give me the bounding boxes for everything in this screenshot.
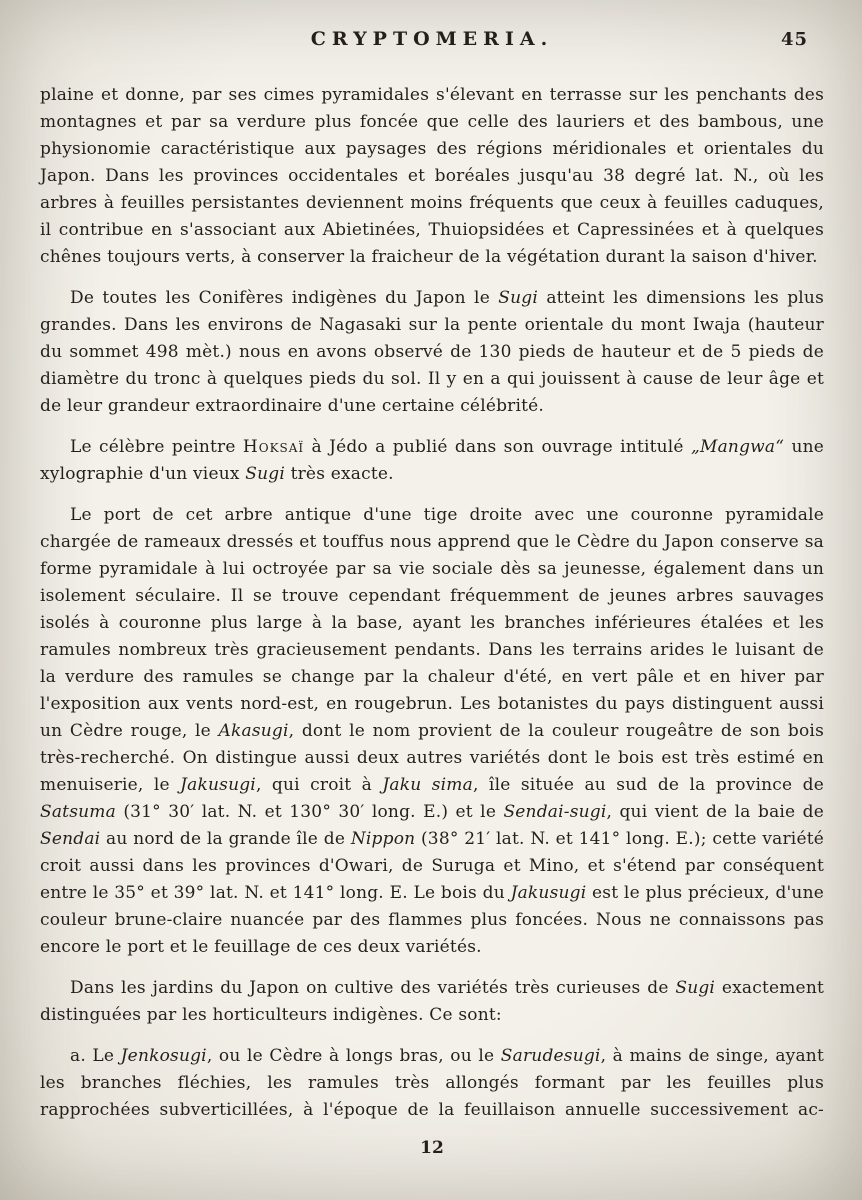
page-footer (40, 1138, 824, 1158)
emphasized-term: Nippon (350, 829, 416, 849)
emphasized-term: Sugi (498, 288, 538, 308)
text-run: au nord de la grande île de (100, 829, 351, 849)
page-header (40, 28, 824, 58)
emphasized-term: Jakusugi (180, 775, 256, 795)
emphasized-term: Sugi (245, 464, 285, 484)
text-run: à Jédo a publié dans son ouvrage intitulé (304, 437, 691, 457)
paragraph-2 (40, 285, 824, 420)
text-run: Dans les jardins du Japon on cultive des variétés très curieuses de (70, 978, 676, 998)
text-run: , à mains de singe, ayant les branches fléchies, les ramules très allongés formant par les feuilles plus rapprochées subverticillées, à l'époque de la feuillaison annuelle successivement ac- (40, 1046, 824, 1120)
text-run: une xylographie d'un vieux (40, 437, 824, 484)
paragraph-5 (40, 975, 824, 1029)
text-run: plaine et donne, par ses cimes pyramidales s'élevant en terrasse sur les penchants des montagnes et par sa verdure plus foncée que celle des lauriers et des bambous, une physionomie caractéristique aux paysages des régions méridionales et orientales du Japon. Dans les provinces occidentales et boréales jusqu'au 38 degré lat. N., où les arbres à feuilles persistantes deviennent moins fréquents que ceux à feuilles caduques, il contribue en s'associant aux Abietinées, Thuiopsidées et Capressinées et à quelques chênes toujours verts, à conserver la fraicheur de la végétation durant la saison d'hiver. (40, 85, 824, 267)
paragraph-4 (40, 502, 824, 961)
emphasized-term: Akasugi (218, 721, 289, 741)
text-run: très exacte. (284, 464, 394, 484)
emphasized-term: Jaku sima (382, 775, 473, 795)
emphasized-term: Jakusugi (510, 883, 587, 903)
text-run: Le célèbre peintre (70, 437, 243, 457)
text-run: a. Le (70, 1046, 121, 1066)
emphasized-term: Hoksaï (242, 437, 305, 457)
emphasized-term: Satsuma (40, 802, 116, 822)
page-number-top: 45 (780, 29, 808, 50)
text-run: De toutes les Conifères indigènes du Japon le (70, 288, 499, 308)
emphasized-term: Sarudesugi (500, 1046, 601, 1066)
text-run: , île située au sud de la province de (472, 775, 824, 795)
emphasized-term: Sendai (40, 829, 101, 849)
paragraph-1 (40, 82, 824, 271)
text-run: , qui croit à (255, 775, 383, 795)
text-run: , ou le Cèdre à longs bras, ou le (206, 1046, 501, 1066)
text-run: est le plus précieux, d'une couleur brune-claire nuancée par des flammes plus foncées. Nous ne connaissons pas encore le port et le feuillage de ces deux variétés. (40, 883, 824, 957)
text-run: (38° 21′ lat. N. et 141° long. E.); cette variété croit aussi dans les provinces d'Owari, de Suruga et Mino, et s'étend par conséquent entre le 35° et 39° lat. N. et 141° long. E. Le bois du (40, 829, 824, 903)
running-title: CRYPTOMERIA. (310, 28, 554, 50)
paragraph-3 (40, 434, 824, 488)
text-run: exactement distinguées par les horticulteurs indigènes. Ce sont: (40, 978, 825, 1025)
text-run: , dont le nom provient de la couleur rougeâtre de son bois très-recherché. On distingue aussi deux autres variétés dont le bois est très estimé en menuiserie, le (40, 721, 824, 795)
page-number-bottom: 12 (420, 1138, 444, 1158)
text-run: Le port de cet arbre antique d'une tige droite avec une couronne pyramidale chargée de rameaux dressés et touffus nous apprend que le Cèdre du Japon conserve sa forme pyramidale à lui octroyée par sa vie sociale dès sa jeunesse, également dans un isolement séculaire. Il se trouve cependant fréquemment de jeunes arbres sauvages isolés à couronne plus large à la base, ayant les branches inférieures étalées et les ramules nombreux très gracieusement pendants. Dans les terrains arides le luisant de la verdure des ramules se change par la chaleur d'été, en vert pâle et en hiver par l'exposition aux vents nord-est, en rougebrun. Les botanistes du pays distinguent aussi un Cèdre rouge, le (40, 505, 824, 741)
text-run: atteint les dimensions les plus grandes. Dans les environs de Nagasaki sur la pente orientale du mont Iwaja (hauteur du sommet 498 mèt.) nous en avons observé de 130 pieds de hauteur et de 5 pieds de diamètre du tronc à quelques pieds du sol. Il y en a qui jouissent à cause de leur âge et de leur grandeur extraordinaire d'une certaine célébrité. (40, 288, 824, 416)
emphasized-term: „Mangwa“ (690, 437, 785, 457)
text-body (40, 82, 824, 1124)
text-run: (31° 30′ lat. N. et 130° 30′ long. E.) et le (115, 802, 504, 822)
emphasized-term: Jenkosugi (120, 1046, 207, 1066)
text-run: , qui vient de la baie de (606, 802, 825, 822)
emphasized-term: Sugi (675, 978, 716, 998)
paragraph-6 (40, 1043, 824, 1124)
emphasized-term: Sendai-sugi (503, 802, 607, 822)
